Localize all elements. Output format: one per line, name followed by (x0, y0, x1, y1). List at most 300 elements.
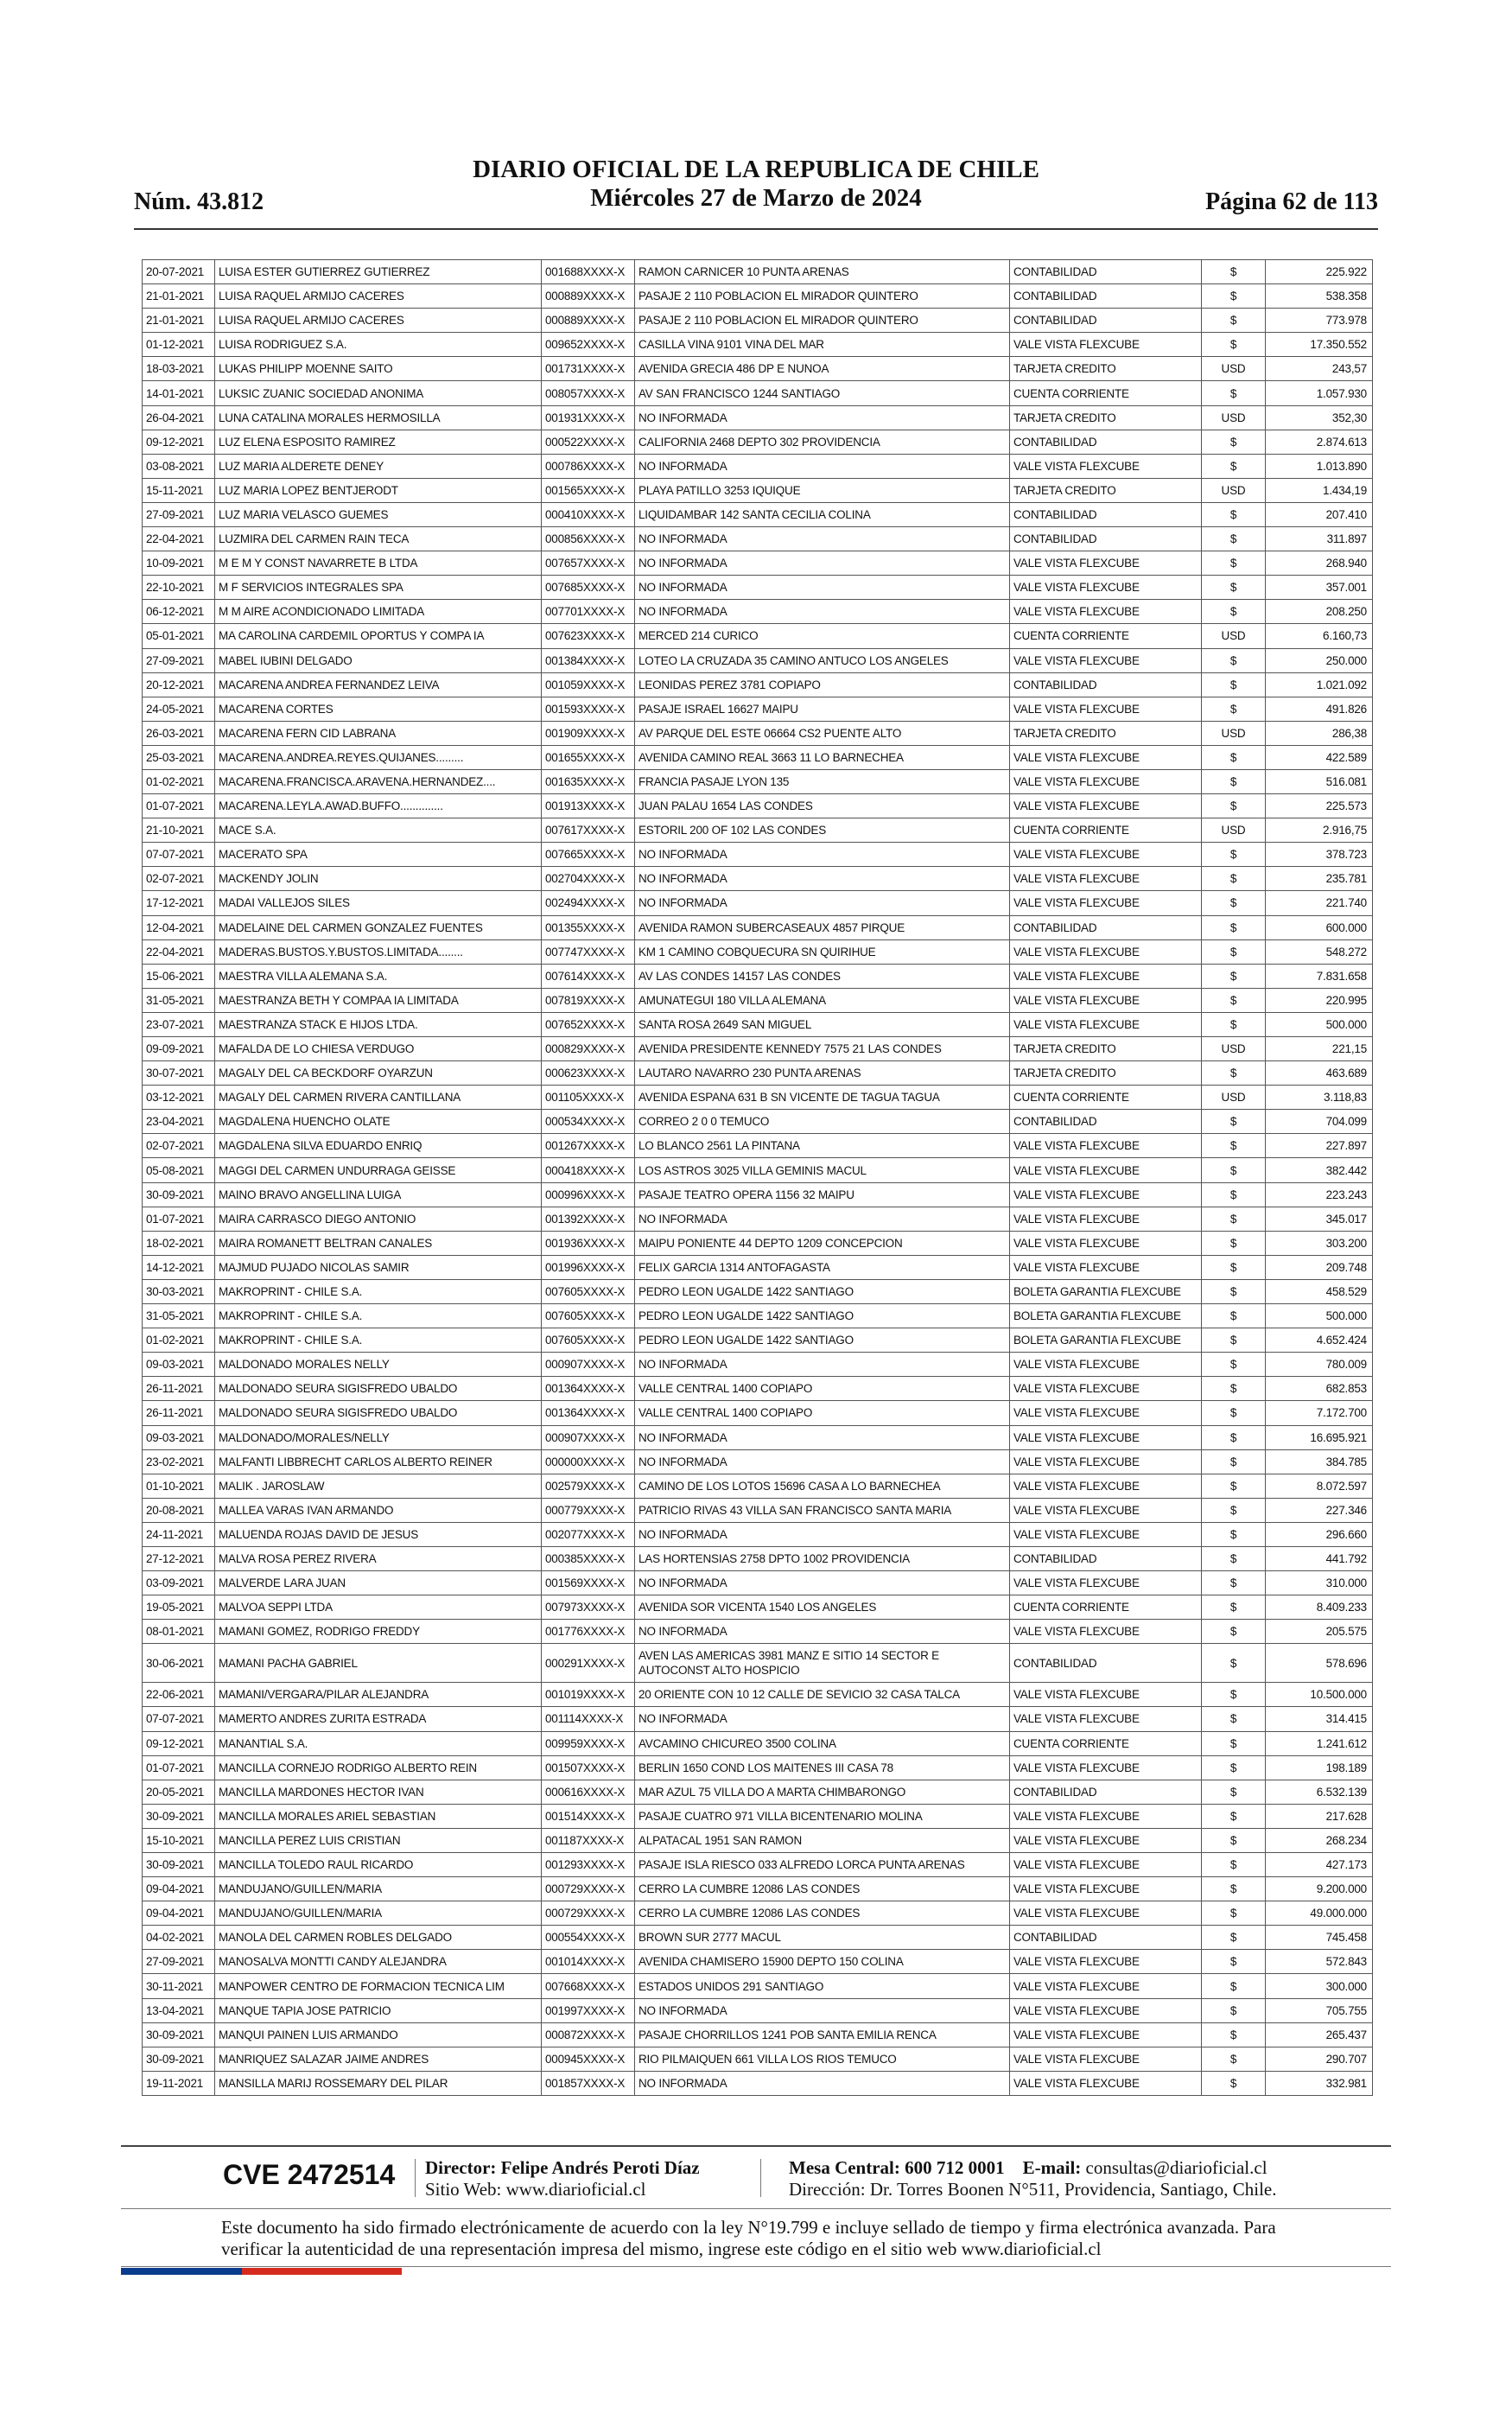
product-cell: VALE VISTA FLEXCUBE (1010, 1571, 1202, 1595)
records-table-body (143, 260, 1373, 2096)
date-cell: 30-06-2021 (143, 1644, 215, 1683)
address-cell: NO INFORMADA (635, 1522, 1010, 1546)
currency-cell: $ (1202, 1401, 1266, 1425)
address-cell: AVENIDA RAMON SUBERCASEAUX 4857 PIRQUE (635, 915, 1010, 939)
name-cell: MANQUE TAPIA JOSE PATRICIO (215, 1998, 542, 2022)
address-cell: CORREO 2 0 0 TEMUCO (635, 1110, 1010, 1134)
date-cell: 26-03-2021 (143, 721, 215, 745)
product-cell: VALE VISTA FLEXCUBE (1010, 745, 1202, 769)
date-cell: 05-08-2021 (143, 1158, 215, 1182)
issue-number: Núm. 43.812 (134, 188, 264, 215)
rut-cell: 000907XXXX-X (542, 1353, 635, 1377)
date-cell: 09-12-2021 (143, 1731, 215, 1755)
currency-cell: $ (1202, 1546, 1266, 1570)
name-cell: MANCILLA PEREZ LUIS CRISTIAN (215, 1828, 542, 1852)
name-cell: MACARENA.LEYLA.AWAD.BUFFO.............. (215, 794, 542, 818)
rut-cell: 007685XXXX-X (542, 576, 635, 600)
product-cell: CUENTA CORRIENTE (1010, 1731, 1202, 1755)
name-cell: MAGDALENA HUENCHO OLATE (215, 1110, 542, 1134)
product-cell: VALE VISTA FLEXCUBE (1010, 2071, 1202, 2095)
product-cell: CONTABILIDAD (1010, 260, 1202, 284)
currency-cell: $ (1202, 1683, 1266, 1707)
rut-cell: 001059XXXX-X (542, 672, 635, 697)
address-cell: FELIX GARCIA 1314 ANTOFAGASTA (635, 1255, 1010, 1279)
address-cell: ESTORIL 200 OF 102 LAS CONDES (635, 818, 1010, 843)
amount-cell: 345.017 (1266, 1207, 1373, 1231)
table-row (143, 1998, 1373, 2022)
table-row (143, 1328, 1373, 1353)
address-cell: NO INFORMADA (635, 551, 1010, 576)
address-cell: NO INFORMADA (635, 600, 1010, 624)
name-cell: MALUENDA ROJAS DAVID DE JESUS (215, 1522, 542, 1546)
product-cell: CONTABILIDAD (1010, 284, 1202, 309)
name-cell: MAESTRA VILLA ALEMANA S.A. (215, 964, 542, 988)
table-row (143, 1804, 1373, 1828)
address-cell: NO INFORMADA (635, 454, 1010, 478)
product-cell: CUENTA CORRIENTE (1010, 818, 1202, 843)
product-cell: VALE VISTA FLEXCUBE (1010, 964, 1202, 988)
rut-cell: 008057XXXX-X (542, 381, 635, 405)
product-cell: VALE VISTA FLEXCUBE (1010, 454, 1202, 478)
name-cell: MANOSALVA MONTTI CANDY ALEJANDRA (215, 1950, 542, 1974)
name-cell: MANANTIAL S.A. (215, 1731, 542, 1755)
table-row (143, 1207, 1373, 1231)
name-cell: MAIRA ROMANETT BELTRAN CANALES (215, 1231, 542, 1255)
rut-cell: 001514XXXX-X (542, 1804, 635, 1828)
address-cell: AV LAS CONDES 14157 LAS CONDES (635, 964, 1010, 988)
rut-cell: 001293XXXX-X (542, 1853, 635, 1877)
table-row (143, 2071, 1373, 2095)
rut-cell: 000907XXXX-X (542, 1425, 635, 1449)
currency-cell: $ (1202, 891, 1266, 915)
table-row (143, 527, 1373, 551)
name-cell: MALLEA VARAS IVAN ARMANDO (215, 1498, 542, 1522)
amount-cell: 357.001 (1266, 576, 1373, 600)
address-cell: PATRICIO RIVAS 43 VILLA SAN FRANCISCO SANTA MARIA (635, 1498, 1010, 1522)
name-cell: MADAI VALLEJOS SILES (215, 891, 542, 915)
product-cell: VALE VISTA FLEXCUBE (1010, 1425, 1202, 1449)
product-cell: CUENTA CORRIENTE (1010, 1595, 1202, 1620)
amount-cell: 1.241.612 (1266, 1731, 1373, 1755)
amount-cell: 773.978 (1266, 309, 1373, 333)
name-cell: M F SERVICIOS INTEGRALES SPA (215, 576, 542, 600)
address-cell: ALPATACAL 1951 SAN RAMON (635, 1828, 1010, 1852)
product-cell: VALE VISTA FLEXCUBE (1010, 1401, 1202, 1425)
currency-cell: $ (1202, 284, 1266, 309)
table-row (143, 1828, 1373, 1852)
masthead (134, 156, 1378, 213)
amount-cell: 208.250 (1266, 600, 1373, 624)
name-cell: LUZ MARIA VELASCO GUEMES (215, 502, 542, 526)
table-row (143, 1644, 1373, 1683)
address-cell: VALLE CENTRAL 1400 COPIAPO (635, 1401, 1010, 1425)
amount-cell: 1.057.930 (1266, 381, 1373, 405)
product-cell: CONTABILIDAD (1010, 915, 1202, 939)
amount-cell: 268.940 (1266, 551, 1373, 576)
name-cell: LUZ ELENA ESPOSITO RAMIREZ (215, 430, 542, 454)
amount-cell: 16.695.921 (1266, 1425, 1373, 1449)
currency-cell: $ (1202, 576, 1266, 600)
name-cell: MAGDALENA SILVA EDUARDO ENRIQ (215, 1134, 542, 1158)
currency-cell: $ (1202, 1522, 1266, 1546)
product-cell: VALE VISTA FLEXCUBE (1010, 1207, 1202, 1231)
currency-cell: $ (1202, 2071, 1266, 2095)
name-cell: M M AIRE ACONDICIONADO LIMITADA (215, 600, 542, 624)
date-cell: 26-11-2021 (143, 1401, 215, 1425)
table-row (143, 1110, 1373, 1134)
table-row (143, 600, 1373, 624)
amount-cell: 207.410 (1266, 502, 1373, 526)
address-cell: KM 1 CAMINO COBQUECURA SN QUIRIHUE (635, 939, 1010, 964)
address-cell: MAR AZUL 75 VILLA DO A MARTA CHIMBARONGO (635, 1780, 1010, 1804)
currency-cell: $ (1202, 1707, 1266, 1731)
rut-cell: 001931XXXX-X (542, 405, 635, 430)
currency-cell: $ (1202, 672, 1266, 697)
currency-cell: $ (1202, 1780, 1266, 1804)
amount-cell: 384.785 (1266, 1449, 1373, 1474)
rut-cell: 000829XXXX-X (542, 1037, 635, 1061)
table-row (143, 1158, 1373, 1182)
name-cell: MANCILLA CORNEJO RODRIGO ALBERTO REIN (215, 1755, 542, 1780)
name-cell: MANOLA DEL CARMEN ROBLES DELGADO (215, 1926, 542, 1950)
currency-cell: $ (1202, 1255, 1266, 1279)
address-cell: NO INFORMADA (635, 2071, 1010, 2095)
address-cell: AVENIDA GRECIA 486 DP E NUNOA (635, 357, 1010, 381)
amount-cell: 311.897 (1266, 527, 1373, 551)
currency-cell: USD (1202, 405, 1266, 430)
table-row (143, 2047, 1373, 2071)
rut-cell: 000779XXXX-X (542, 1498, 635, 1522)
amount-cell: 332.981 (1266, 2071, 1373, 2095)
address-cell: LEONIDAS PEREZ 3781 COPIAPO (635, 672, 1010, 697)
amount-cell: 441.792 (1266, 1546, 1373, 1570)
amount-cell: 500.000 (1266, 1304, 1373, 1328)
amount-cell: 198.189 (1266, 1755, 1373, 1780)
date-cell: 01-02-2021 (143, 769, 215, 793)
address-cell: NO INFORMADA (635, 1707, 1010, 1731)
table-row (143, 1182, 1373, 1207)
name-cell: LUKSIC ZUANIC SOCIEDAD ANONIMA (215, 381, 542, 405)
name-cell: MAMERTO ANDRES ZURITA ESTRADA (215, 1707, 542, 1731)
table-row (143, 794, 1373, 818)
currency-cell: $ (1202, 1998, 1266, 2022)
name-cell: MACARENA ANDREA FERNANDEZ LEIVA (215, 672, 542, 697)
rut-cell: 002704XXXX-X (542, 867, 635, 891)
amount-cell: 268.234 (1266, 1828, 1373, 1852)
legal-notice: Este documento ha sido firmado electrónicamente de acuerdo con la ley N°19.799 e incluye sellado de tiempo y firma electrónica avanzada. Para verificar la autenticidad de una representación impresa del mismo, ingrese este código en el sitio web www.diarioficial.cl (221, 2217, 1276, 2259)
address-cell: PEDRO LEON UGALDE 1422 SANTIAGO (635, 1279, 1010, 1303)
publication-date: Miércoles 27 de Marzo de 2024 (590, 184, 922, 212)
table-row (143, 1595, 1373, 1620)
amount-cell: 10.500.000 (1266, 1683, 1373, 1707)
rut-cell: 007973XXXX-X (542, 1595, 635, 1620)
address: Dirección: Dr. Torres Boonen N°511, Providencia, Santiago, Chile. (789, 2179, 1277, 2200)
name-cell: MAESTRANZA BETH Y COMPAA IA LIMITADA (215, 988, 542, 1012)
currency-cell: $ (1202, 697, 1266, 721)
currency-cell: $ (1202, 1449, 1266, 1474)
date-cell: 09-04-2021 (143, 1901, 215, 1926)
rut-cell: 000996XXXX-X (542, 1182, 635, 1207)
table-row (143, 624, 1373, 648)
date-cell: 01-07-2021 (143, 1755, 215, 1780)
currency-cell: $ (1202, 648, 1266, 672)
rut-cell: 001688XXXX-X (542, 260, 635, 284)
amount-cell: 205.575 (1266, 1620, 1373, 1644)
date-cell: 20-12-2021 (143, 672, 215, 697)
rut-cell: 000729XXXX-X (542, 1901, 635, 1926)
date-cell: 27-09-2021 (143, 1950, 215, 1974)
rut-cell: 000872XXXX-X (542, 2022, 635, 2047)
address-cell: PEDRO LEON UGALDE 1422 SANTIAGO (635, 1328, 1010, 1353)
table-row (143, 745, 1373, 769)
product-cell: VALE VISTA FLEXCUBE (1010, 1182, 1202, 1207)
amount-cell: 538.358 (1266, 284, 1373, 309)
director-block (425, 2157, 700, 2200)
currency-cell: $ (1202, 333, 1266, 357)
date-cell: 18-02-2021 (143, 1231, 215, 1255)
address-cell: LOS ASTROS 3025 VILLA GEMINIS MACUL (635, 1158, 1010, 1182)
address-cell: PLAYA PATILLO 3253 IQUIQUE (635, 478, 1010, 502)
amount-cell: 290.707 (1266, 2047, 1373, 2071)
table-row (143, 867, 1373, 891)
table-row (143, 454, 1373, 478)
currency-cell: $ (1202, 843, 1266, 867)
email: consultas@diarioficial.cl (1085, 2157, 1267, 2178)
product-cell: BOLETA GARANTIA FLEXCUBE (1010, 1304, 1202, 1328)
product-cell: CONTABILIDAD (1010, 430, 1202, 454)
table-row (143, 309, 1373, 333)
product-cell: VALE VISTA FLEXCUBE (1010, 1683, 1202, 1707)
table-row (143, 769, 1373, 793)
product-cell: VALE VISTA FLEXCUBE (1010, 2047, 1202, 2071)
name-cell: MACARENA.ANDREA.REYES.QUIJANES......... (215, 745, 542, 769)
currency-cell: $ (1202, 1207, 1266, 1231)
amount-cell: 17.350.552 (1266, 333, 1373, 357)
date-cell: 30-09-2021 (143, 2047, 215, 2071)
date-cell: 31-05-2021 (143, 988, 215, 1012)
footer-divider-middle (121, 2208, 1391, 2209)
product-cell: VALE VISTA FLEXCUBE (1010, 1828, 1202, 1852)
product-cell: VALE VISTA FLEXCUBE (1010, 551, 1202, 576)
name-cell: MANQUI PAINEN LUIS ARMANDO (215, 2022, 542, 2047)
date-cell: 22-06-2021 (143, 1683, 215, 1707)
date-cell: 01-12-2021 (143, 333, 215, 357)
date-cell: 08-01-2021 (143, 1620, 215, 1644)
name-cell: MANDUJANO/GUILLEN/MARIA (215, 1877, 542, 1901)
amount-cell: 1.434,19 (1266, 478, 1373, 502)
currency-cell: $ (1202, 454, 1266, 478)
contact-block (789, 2157, 1277, 2200)
name-cell: LUZ MARIA ALDERETE DENEY (215, 454, 542, 478)
currency-cell: $ (1202, 2047, 1266, 2071)
rut-cell: 001364XXXX-X (542, 1377, 635, 1401)
currency-cell: $ (1202, 745, 1266, 769)
rut-cell: 001565XXXX-X (542, 478, 635, 502)
product-cell: VALE VISTA FLEXCUBE (1010, 576, 1202, 600)
rut-cell: 000786XXXX-X (542, 454, 635, 478)
name-cell: LUZMIRA DEL CARMEN RAIN TECA (215, 527, 542, 551)
table-row (143, 1683, 1373, 1707)
table-row (143, 357, 1373, 381)
date-cell: 23-04-2021 (143, 1110, 215, 1134)
address-cell: NO INFORMADA (635, 1620, 1010, 1644)
name-cell: MAGGI DEL CARMEN UNDURRAGA GEISSE (215, 1158, 542, 1182)
date-cell: 27-09-2021 (143, 502, 215, 526)
rut-cell: 001731XXXX-X (542, 357, 635, 381)
product-cell: VALE VISTA FLEXCUBE (1010, 600, 1202, 624)
name-cell: LUISA RODRIGUEZ S.A. (215, 333, 542, 357)
address-cell: AVENIDA ESPANA 631 B SN VICENTE DE TAGUA TAGUA (635, 1086, 1010, 1110)
table-row (143, 1498, 1373, 1522)
amount-cell: 8.072.597 (1266, 1474, 1373, 1498)
amount-cell: 314.415 (1266, 1707, 1373, 1731)
date-cell: 07-07-2021 (143, 1707, 215, 1731)
address-cell: 20 ORIENTE CON 10 12 CALLE DE SEVICIO 32 CASA TALCA (635, 1683, 1010, 1707)
rut-cell: 001776XXXX-X (542, 1620, 635, 1644)
rut-cell: 007623XXXX-X (542, 624, 635, 648)
rut-cell: 007747XXXX-X (542, 939, 635, 964)
rut-cell: 000291XXXX-X (542, 1644, 635, 1683)
name-cell: MALFANTI LIBBRECHT CARLOS ALBERTO REINER (215, 1449, 542, 1474)
currency-cell: $ (1202, 1012, 1266, 1036)
amount-cell: 4.652.424 (1266, 1328, 1373, 1353)
product-cell: CONTABILIDAD (1010, 1546, 1202, 1570)
address-cell: NO INFORMADA (635, 891, 1010, 915)
table-row (143, 1546, 1373, 1570)
name-cell: MAKROPRINT - CHILE S.A. (215, 1279, 542, 1303)
table-row (143, 1474, 1373, 1498)
table-row (143, 1279, 1373, 1303)
name-cell: MALDONADO MORALES NELLY (215, 1353, 542, 1377)
currency-cell: $ (1202, 1328, 1266, 1353)
amount-cell: 300.000 (1266, 1974, 1373, 1998)
address-cell: CASILLA VINA 9101 VINA DEL MAR (635, 333, 1010, 357)
date-cell: 26-04-2021 (143, 405, 215, 430)
rut-cell: 007605XXXX-X (542, 1279, 635, 1303)
product-cell: VALE VISTA FLEXCUBE (1010, 1474, 1202, 1498)
name-cell: MACE S.A. (215, 818, 542, 843)
product-cell: VALE VISTA FLEXCUBE (1010, 1755, 1202, 1780)
date-cell: 22-10-2021 (143, 576, 215, 600)
date-cell: 30-09-2021 (143, 1853, 215, 1877)
currency-cell: $ (1202, 939, 1266, 964)
currency-cell: USD (1202, 478, 1266, 502)
table-row (143, 381, 1373, 405)
product-cell: VALE VISTA FLEXCUBE (1010, 1231, 1202, 1255)
amount-cell: 422.589 (1266, 745, 1373, 769)
currency-cell: $ (1202, 988, 1266, 1012)
currency-cell: $ (1202, 1853, 1266, 1877)
rut-cell: 000856XXXX-X (542, 527, 635, 551)
product-cell: TARJETA CREDITO (1010, 357, 1202, 381)
currency-cell: $ (1202, 1498, 1266, 1522)
name-cell: MANDUJANO/GUILLEN/MARIA (215, 1901, 542, 1926)
address-cell: ESTADOS UNIDOS 291 SANTIAGO (635, 1974, 1010, 1998)
amount-cell: 500.000 (1266, 1012, 1373, 1036)
product-cell: VALE VISTA FLEXCUBE (1010, 1377, 1202, 1401)
date-cell: 30-09-2021 (143, 1182, 215, 1207)
date-cell: 18-03-2021 (143, 357, 215, 381)
currency-cell: $ (1202, 794, 1266, 818)
date-cell: 20-07-2021 (143, 260, 215, 284)
currency-cell: USD (1202, 357, 1266, 381)
currency-cell: USD (1202, 624, 1266, 648)
table-row (143, 721, 1373, 745)
footer-divider-bottom (121, 2266, 1391, 2267)
amount-cell: 1.021.092 (1266, 672, 1373, 697)
amount-cell: 600.000 (1266, 915, 1373, 939)
date-cell: 10-09-2021 (143, 551, 215, 576)
rut-cell: 002579XXXX-X (542, 1474, 635, 1498)
amount-cell: 227.346 (1266, 1498, 1373, 1522)
product-cell: CONTABILIDAD (1010, 1926, 1202, 1950)
amount-cell: 7.172.700 (1266, 1401, 1373, 1425)
amount-cell: 265.437 (1266, 2022, 1373, 2047)
table-row (143, 988, 1373, 1012)
table-row (143, 1255, 1373, 1279)
currency-cell: $ (1202, 2022, 1266, 2047)
table-row (143, 1012, 1373, 1036)
director: Director: Felipe Andrés Peroti Díaz (425, 2157, 700, 2178)
name-cell: LUNA CATALINA MORALES HERMOSILLA (215, 405, 542, 430)
currency-cell: $ (1202, 1134, 1266, 1158)
table-row (143, 576, 1373, 600)
address-cell: NO INFORMADA (635, 1449, 1010, 1474)
product-cell: VALE VISTA FLEXCUBE (1010, 697, 1202, 721)
address-cell: PASAJE CHORRILLOS 1241 POB SANTA EMILIA RENCA (635, 2022, 1010, 2047)
name-cell: MANCILLA TOLEDO RAUL RICARDO (215, 1853, 542, 1877)
rut-cell: 007665XXXX-X (542, 843, 635, 867)
date-cell: 09-03-2021 (143, 1425, 215, 1449)
amount-cell: 7.831.658 (1266, 964, 1373, 988)
product-cell: VALE VISTA FLEXCUBE (1010, 1804, 1202, 1828)
amount-cell: 463.689 (1266, 1061, 1373, 1086)
currency-cell: USD (1202, 1086, 1266, 1110)
name-cell: MANCILLA MARDONES HECTOR IVAN (215, 1780, 542, 1804)
rut-cell: 001909XXXX-X (542, 721, 635, 745)
name-cell: M E M Y CONST NAVARRETE B LTDA (215, 551, 542, 576)
currency-cell: $ (1202, 1877, 1266, 1901)
product-cell: TARJETA CREDITO (1010, 405, 1202, 430)
product-cell: VALE VISTA FLEXCUBE (1010, 794, 1202, 818)
amount-cell: 682.853 (1266, 1377, 1373, 1401)
table-row (143, 1731, 1373, 1755)
name-cell: MAINO BRAVO ANGELLINA LUIGA (215, 1182, 542, 1207)
name-cell: LUISA RAQUEL ARMIJO CACERES (215, 309, 542, 333)
rut-cell: 009652XXXX-X (542, 333, 635, 357)
product-cell: CUENTA CORRIENTE (1010, 624, 1202, 648)
address-cell: JUAN PALAU 1654 LAS CONDES (635, 794, 1010, 818)
currency-cell: $ (1202, 1279, 1266, 1303)
publication-title: DIARIO OFICIAL DE LA REPUBLICA DE CHILE (473, 156, 1039, 183)
date-cell: 30-03-2021 (143, 1279, 215, 1303)
table-row (143, 260, 1373, 284)
amount-cell: 705.755 (1266, 1998, 1373, 2022)
name-cell: LUISA ESTER GUTIERREZ GUTIERREZ (215, 260, 542, 284)
date-cell: 20-08-2021 (143, 1498, 215, 1522)
date-cell: 30-07-2021 (143, 1061, 215, 1086)
date-cell: 27-12-2021 (143, 1546, 215, 1570)
address-cell: AVENIDA PRESIDENTE KENNEDY 7575 21 LAS CONDES (635, 1037, 1010, 1061)
address-cell: PASAJE 2 110 POBLACION EL MIRADOR QUINTERO (635, 309, 1010, 333)
rut-cell: 000889XXXX-X (542, 284, 635, 309)
rut-cell: 000385XXXX-X (542, 1546, 635, 1570)
address-cell: MAIPU PONIENTE 44 DEPTO 1209 CONCEPCION (635, 1231, 1010, 1255)
amount-cell: 220.995 (1266, 988, 1373, 1012)
amount-cell: 303.200 (1266, 1231, 1373, 1255)
product-cell: VALE VISTA FLEXCUBE (1010, 1012, 1202, 1036)
date-cell: 24-05-2021 (143, 697, 215, 721)
